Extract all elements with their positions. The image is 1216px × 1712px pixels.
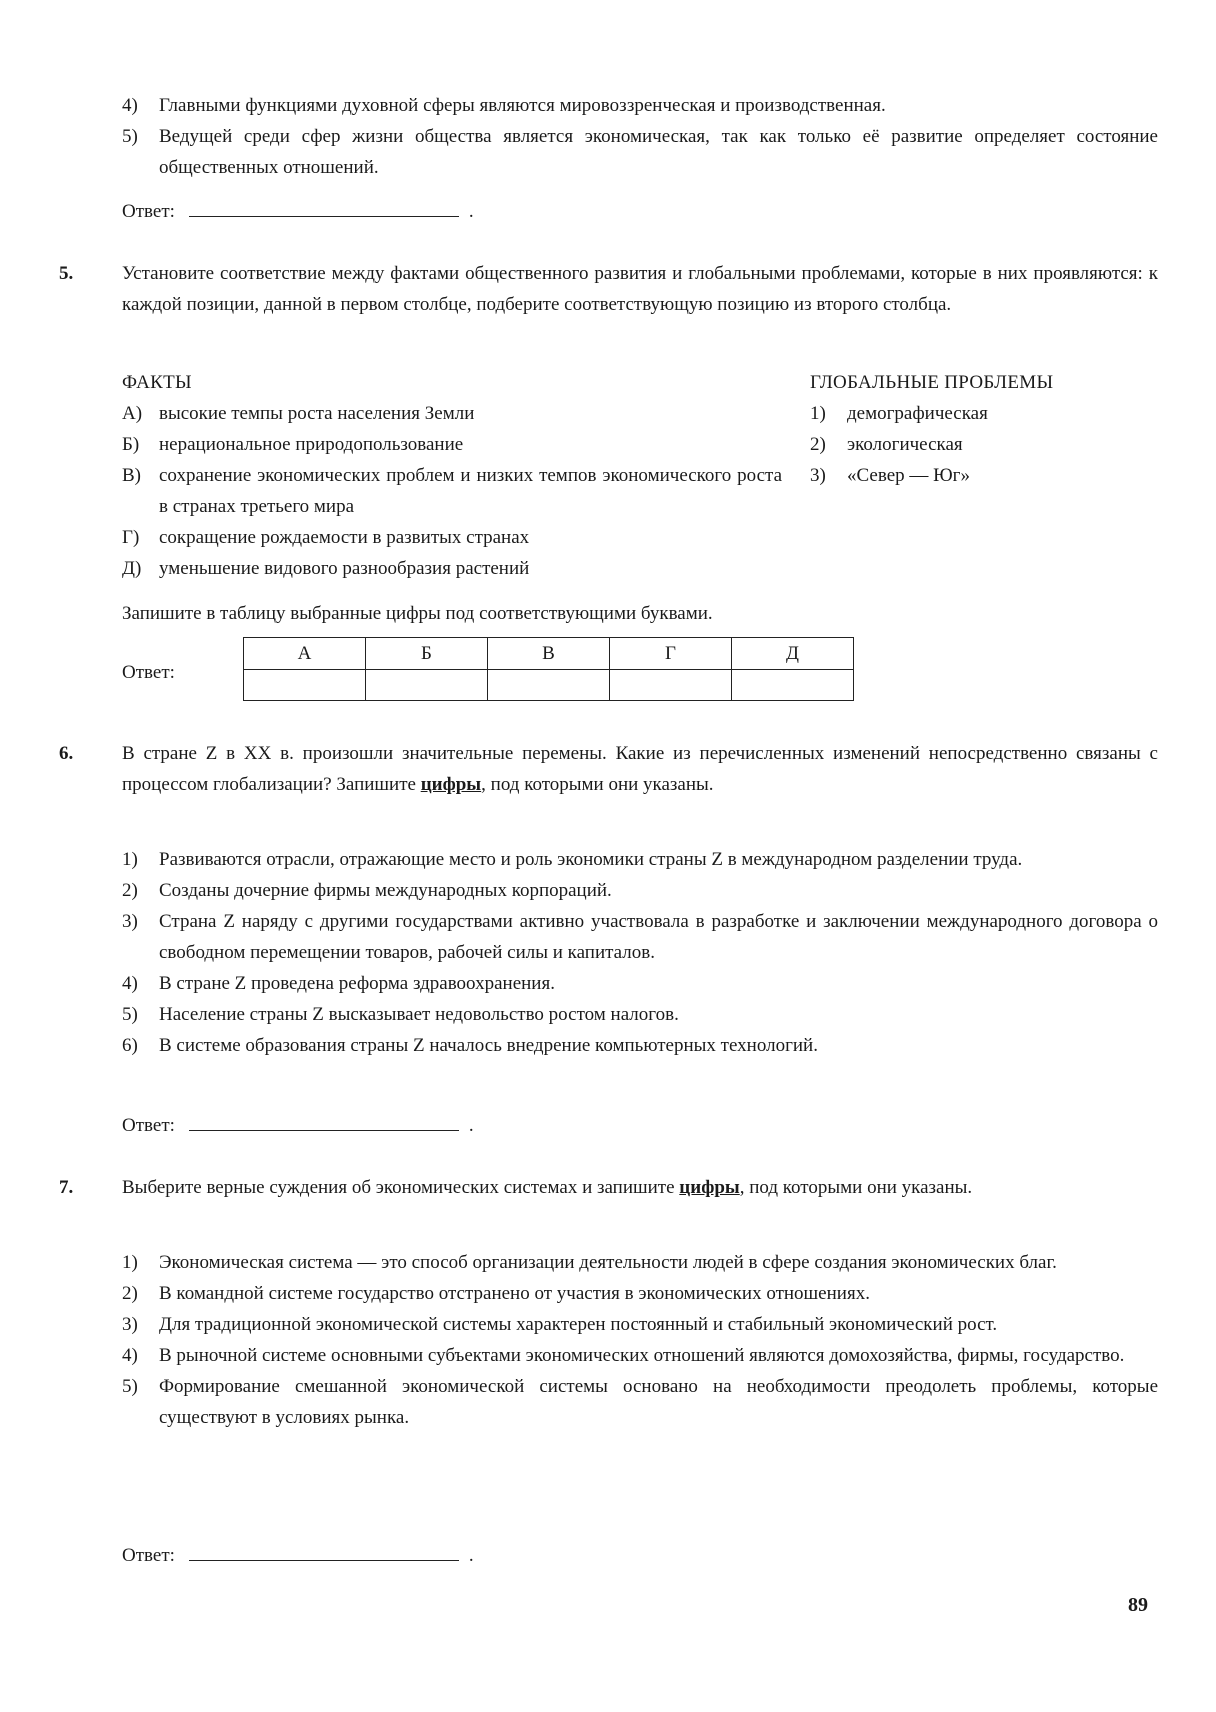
fact-key: Г) [122, 527, 140, 548]
fact-item [122, 553, 782, 584]
table-header-row [244, 638, 854, 670]
problem-text: демографическая [847, 403, 988, 424]
q7-options [122, 1247, 1158, 1433]
problem-item [810, 429, 1158, 460]
item-number: 2) [122, 880, 138, 901]
question-number: 6. [59, 743, 74, 764]
answer-label: Ответ: [122, 1115, 175, 1136]
item-text: Развиваются отрасли, отражающие место и роль экономики страны Z в международном разделении труда. [159, 849, 1023, 870]
problem-text: экологическая [847, 434, 963, 455]
list-item [122, 999, 1158, 1030]
item-text: Для традиционной экономической системы характерен постоянный и стабильный экономический рост. [159, 1314, 998, 1335]
table-header-a: А [244, 638, 366, 670]
problem-key: 2) [810, 434, 826, 455]
fact-key: В) [122, 465, 141, 486]
question-number: 7. [59, 1177, 74, 1198]
answer-row-q6 [122, 1110, 474, 1141]
problem-text: «Север — Юг» [847, 465, 970, 486]
fact-text: высокие темпы роста населения Земли [159, 403, 475, 424]
problem-item [810, 398, 1158, 429]
item-text: В системе образования страны Z началось внедрение компьютерных технологий. [159, 1035, 818, 1056]
item-number: 4) [122, 1345, 138, 1366]
question-bold: цифры [420, 774, 482, 795]
fact-text: сокращение рождаемости в развитых странах [159, 527, 530, 548]
answer-label: Ответ: [122, 201, 175, 222]
list-item [122, 1247, 1158, 1278]
question-5 [59, 258, 1158, 320]
item-number: 6) [122, 1035, 138, 1056]
question-text: Установите соответствие между фактами общественного развития и глобальными проблемами, которые в них проявляются: к каждой позиции, данной в первом столбце, подберите соответствующую позицию из второго столбца. [122, 263, 1158, 315]
list-item [122, 1278, 1158, 1309]
question-text-b: , под которыми они указаны. [739, 1177, 973, 1198]
item-text: В рыночной системе основными субъектами экономических отношений являются домохозяйства, фирмы, государство. [159, 1345, 1125, 1366]
facts-column [122, 367, 782, 584]
item-number: 2) [122, 1283, 138, 1304]
table-header-g: Г [610, 638, 732, 670]
question-6 [59, 738, 1158, 800]
list-item [122, 121, 1158, 183]
table-header-d: Д [732, 638, 854, 670]
answer-cell-v[interactable] [488, 670, 610, 701]
item-text: Формирование смешанной экономической системы основано на необходимости преодолеть проблемы, которые существуют в условиях рынка. [159, 1376, 1158, 1428]
table-header-b: Б [366, 638, 488, 670]
question-text-a: Выберите верные суждения об экономических системах и запишите [122, 1177, 680, 1198]
item-text: Страна Z наряду с другими государствами активно участвовала в разработке и заключении международного договора о свободном перемещении товаров, рабочей силы и капиталов. [159, 911, 1158, 963]
page-number: 89 [1128, 1594, 1148, 1616]
fact-item [122, 398, 782, 429]
q6-options [122, 844, 1158, 1061]
facts-header: ФАКТЫ [122, 372, 192, 393]
list-item [122, 906, 1158, 968]
table-instruction: Запишите в таблицу выбранные цифры под соответствующими буквами. [122, 603, 713, 624]
fact-item [122, 522, 782, 553]
item-text: Созданы дочерние фирмы международных корпораций. [159, 880, 612, 901]
question-7 [59, 1172, 1158, 1203]
fact-item [122, 460, 782, 522]
answer-field[interactable] [189, 196, 459, 217]
list-item [122, 1309, 1158, 1340]
table-answer-row [244, 670, 854, 701]
item-number: 4) [122, 95, 138, 116]
item-number: 3) [122, 911, 138, 932]
fact-key: А) [122, 403, 143, 424]
list-item [122, 844, 1158, 875]
list-item [122, 90, 1158, 121]
answer-row-q7 [122, 1540, 474, 1571]
item-number: 5) [122, 126, 138, 147]
answer-cell-b[interactable] [366, 670, 488, 701]
answer-cell-d[interactable] [732, 670, 854, 701]
answer-field[interactable] [189, 1540, 459, 1561]
answer-cell-g[interactable] [610, 670, 732, 701]
answer-field[interactable] [189, 1110, 459, 1131]
item-text: Население страны Z высказывает недовольство ростом налогов. [159, 1004, 679, 1025]
question-number: 5. [59, 263, 74, 284]
list-item [122, 1030, 1158, 1061]
question-text-a: В стране Z в XX в. произошли значительные перемены. Какие из перечисленных изменений непосредственно связаны с процессом глобализации? Запишите [122, 743, 1158, 795]
fact-key: Б) [122, 434, 140, 455]
item-text: Главными функциями духовной сферы являются мировоззренческая и производственная. [159, 95, 886, 116]
list-item [122, 875, 1158, 906]
answer-label-q5 [122, 657, 175, 688]
item-number: 3) [122, 1314, 138, 1335]
list-item [122, 968, 1158, 999]
list-item [122, 1371, 1158, 1433]
answer-label: Ответ: [122, 1545, 175, 1566]
q4-continuation [122, 90, 1158, 183]
answer-table [243, 637, 854, 701]
fact-item [122, 429, 782, 460]
answer-end: . [468, 1115, 474, 1136]
question-text-b: , под которыми они указаны. [481, 774, 714, 795]
item-text: В командной системе государство отстранено от участия в экономических отношениях. [159, 1283, 870, 1304]
answer-end: . [468, 1545, 474, 1566]
fact-key: Д) [122, 558, 142, 579]
problem-item [810, 460, 1158, 491]
answer-cell-a[interactable] [244, 670, 366, 701]
answer-end: . [468, 201, 474, 222]
problems-header: ГЛОБАЛЬНЫЕ ПРОБЛЕМЫ [810, 372, 1054, 393]
problem-key: 1) [810, 403, 826, 424]
fact-text: уменьшение видового разнообразия растений [159, 558, 530, 579]
fact-text: нерациональное природопользование [159, 434, 464, 455]
answer-label: Ответ: [122, 662, 175, 683]
item-number: 4) [122, 973, 138, 994]
item-number: 5) [122, 1004, 138, 1025]
item-text: В стране Z проведена реформа здравоохранения. [159, 973, 555, 994]
problem-key: 3) [810, 465, 826, 486]
item-number: 1) [122, 1252, 138, 1273]
item-text: Ведущей среди сфер жизни общества является экономическая, так как только её развитие определяет состояние общественных отношений. [159, 126, 1158, 178]
list-item [122, 1340, 1158, 1371]
question-bold: цифры [679, 1177, 740, 1198]
fact-text: сохранение экономических проблем и низких темпов экономического роста в странах третьего мира [159, 465, 782, 517]
item-number: 5) [122, 1376, 138, 1397]
item-number: 1) [122, 849, 138, 870]
answer-row-q4 [122, 196, 474, 227]
item-text: Экономическая система — это способ организации деятельности людей в сфере создания экономических благ. [159, 1252, 1057, 1273]
table-header-v: В [488, 638, 610, 670]
problems-column [810, 367, 1158, 491]
